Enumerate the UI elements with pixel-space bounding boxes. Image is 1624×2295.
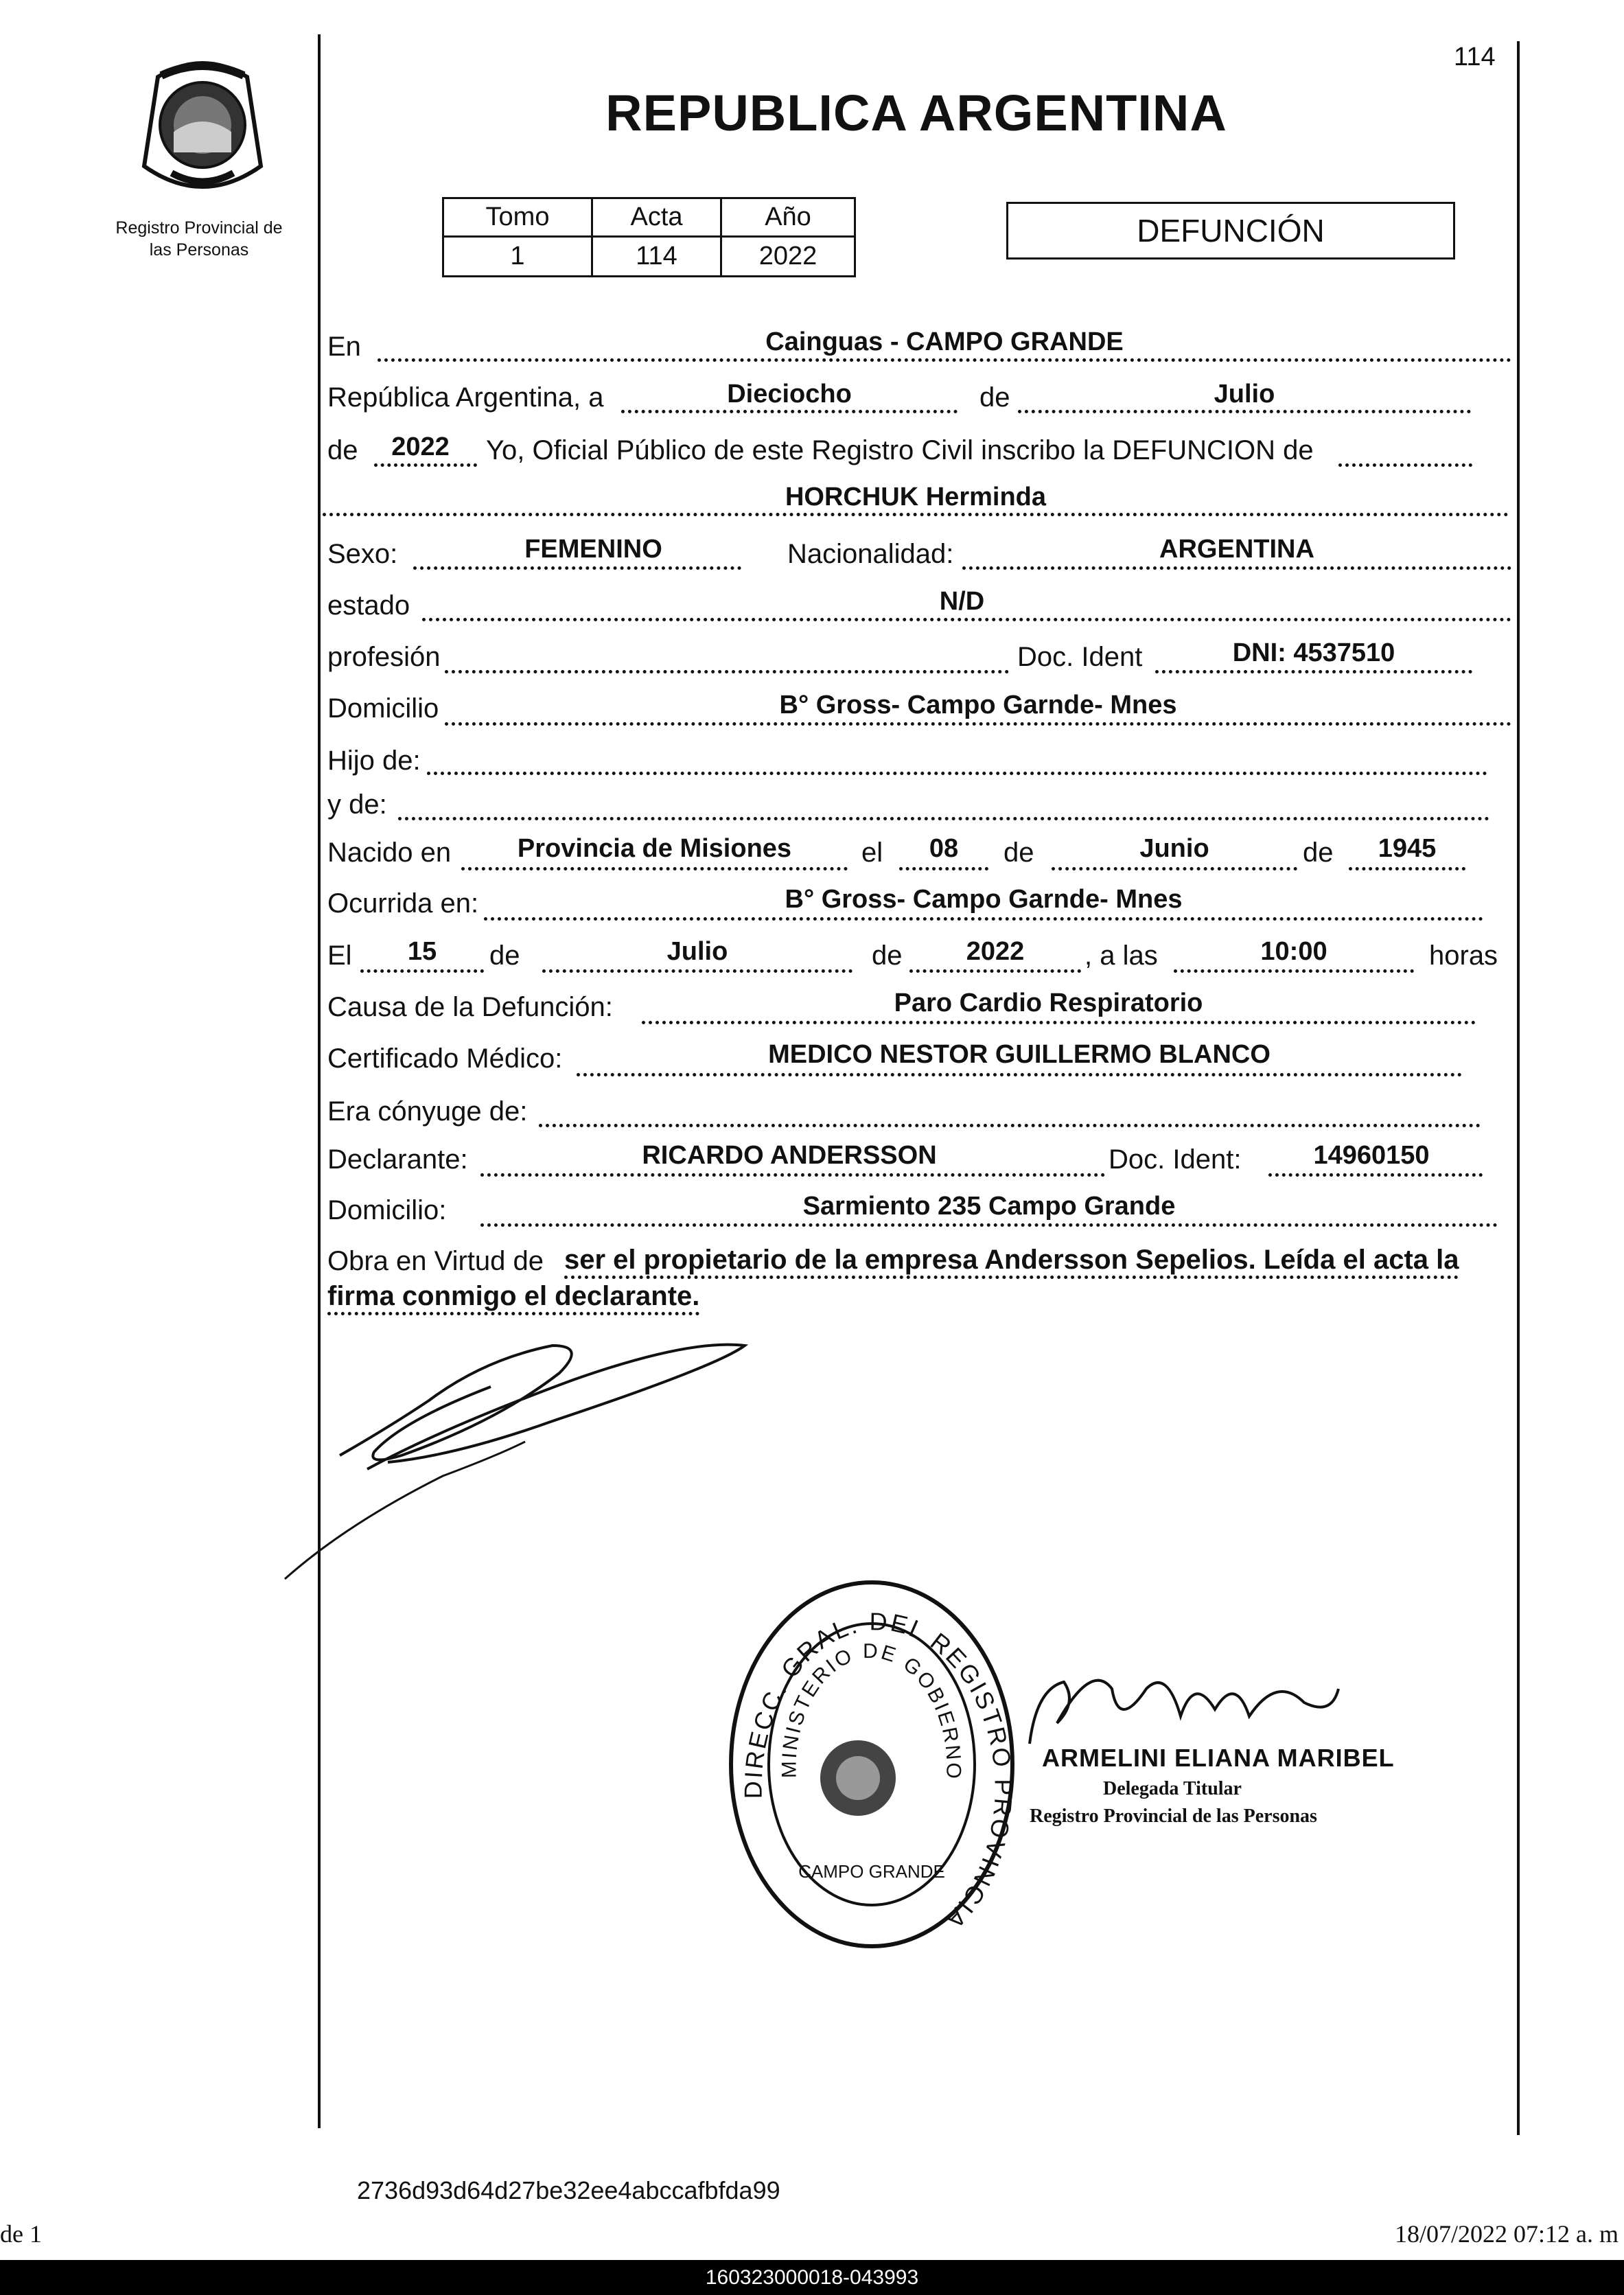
conyuge-label: Era cónyuge de:	[327, 1096, 528, 1127]
page-count: de 1	[0, 2220, 42, 2248]
office-name-line2: las Personas	[149, 240, 249, 260]
causa-value: Paro Cardio Respiratorio	[894, 989, 1203, 1017]
horas-label: horas	[1429, 941, 1498, 971]
hijo-dotline	[427, 772, 1487, 775]
certificado-label: Certificado Médico:	[327, 1043, 563, 1074]
nacionalidad-dotline	[962, 566, 1511, 570]
stamp-inner-text: MINISTERIO DE GOBIERNO	[778, 1639, 965, 1781]
y-de-dotline	[398, 817, 1489, 820]
table-value-ano: 2022	[758, 241, 817, 270]
nacionalidad-label: Nacionalidad:	[787, 539, 954, 569]
causa-label: Causa de la Defunción:	[327, 992, 613, 1022]
birth-year-dotline	[1349, 867, 1465, 870]
de-label-3: de	[1004, 838, 1034, 868]
declarante-dotline	[480, 1173, 1105, 1177]
office-name-line1: Registro Provincial de	[115, 218, 283, 238]
obra-text-2: firma conmigo el declarante.	[327, 1281, 699, 1315]
sexo-dotline	[413, 566, 741, 570]
de-label: de	[979, 382, 1010, 413]
domicilio-label: Domicilio	[327, 693, 439, 724]
birth-day: 08	[929, 834, 959, 863]
declarant-signature	[264, 1318, 786, 1593]
death-month-dotline	[542, 969, 852, 973]
birth-month-dotline	[1052, 867, 1297, 870]
de-label-4: de	[1303, 838, 1334, 868]
year-dotline	[374, 463, 477, 467]
table-header-ano: Año	[722, 199, 854, 238]
en-dotline	[378, 358, 1511, 362]
conyuge-dotline	[539, 1124, 1481, 1127]
republica-label: República Argentina, a	[327, 382, 604, 413]
death-year-dotline	[909, 969, 1081, 973]
estado-label: estado	[327, 590, 410, 621]
official-stamp	[721, 1572, 1023, 1957]
certificado-value: MEDICO NESTOR GUILLERMO BLANCO	[768, 1040, 1271, 1069]
obra-text-1: ser el propietario de la empresa Andersson Sepelios. Leída el acta la	[564, 1245, 1459, 1279]
barcode-bar	[0, 2260, 1624, 2295]
name-dotline	[323, 513, 1509, 516]
birth-year: 1945	[1378, 834, 1437, 863]
deceased-name: HORCHUK Herminda	[785, 483, 1047, 511]
nacido-label: Nacido en	[327, 838, 452, 868]
ocurrida-value: B° Gross- Campo Garnde- Mnes	[785, 885, 1183, 914]
table-value-acta: 114	[593, 238, 722, 276]
death-day: 15	[407, 937, 437, 966]
en-value: Cainguas - CAMPO GRANDE	[765, 327, 1124, 356]
a-las-label: , a las	[1084, 941, 1158, 971]
hijo-label: Hijo de:	[327, 746, 421, 776]
office-name	[82, 217, 316, 261]
day-dotline	[621, 410, 958, 413]
death-month: Julio	[666, 937, 728, 966]
record-table	[442, 197, 856, 277]
page-title: REPUBLICA ARGENTINA	[605, 84, 1227, 141]
left-margin-line	[318, 34, 321, 2128]
declarante-value: RICARDO ANDERSSON	[642, 1141, 937, 1170]
domicilio-label-2: Domicilio:	[327, 1195, 447, 1225]
profesion-dotline	[445, 670, 1009, 673]
birth-day-dotline	[899, 867, 988, 870]
declarante-domicilio: Sarmiento 235 Campo Grande	[802, 1192, 1176, 1221]
death-day-dotline	[360, 969, 484, 973]
doc-ident-value: DNI: 4537510	[1232, 638, 1395, 667]
sexo-label: Sexo:	[327, 539, 398, 569]
print-timestamp: 18/07/2022 07:12 a. m	[1395, 2220, 1619, 2248]
death-year: 2022	[966, 937, 1025, 966]
death-time-dotline	[1174, 969, 1414, 973]
obra-label: Obra en Virtud de	[327, 1246, 544, 1276]
declarante-domicilio-dotline	[480, 1223, 1498, 1227]
declarante-doc-dotline	[1268, 1173, 1483, 1177]
causa-dotline	[642, 1021, 1476, 1024]
certificado-dotline	[577, 1073, 1462, 1076]
nacionalidad-value: ARGENTINA	[1159, 535, 1314, 564]
ocurrida-dotline	[484, 917, 1483, 921]
month-value: Julio	[1214, 380, 1275, 408]
official-office: Registro Provincial de las Personas	[1030, 1806, 1317, 1827]
el-label-2: El	[327, 941, 352, 971]
table-header-tomo: Tomo	[444, 199, 593, 238]
stamp-outer-text: DIRECC. GRAL. DEL REGISTRO PROVINCIA	[739, 1607, 1018, 1936]
month-dotline	[1018, 410, 1471, 413]
day-value: Dieciocho	[727, 380, 852, 408]
oficial-dotline	[1338, 463, 1472, 467]
sexo-value: FEMENINO	[524, 535, 662, 564]
nacido-value: Provincia de Misiones	[517, 834, 792, 863]
page-number: 114	[1454, 43, 1496, 71]
official-role: Delegada Titular	[1103, 1778, 1242, 1799]
de-label-6: de	[872, 941, 903, 971]
record-type-box: DEFUNCIÓN	[1006, 202, 1455, 260]
table-value-tomo: 1	[444, 238, 593, 276]
de-label-5: de	[489, 941, 520, 971]
de-label-2: de	[327, 435, 358, 465]
right-margin-line	[1517, 41, 1520, 2135]
nacido-dotline	[461, 867, 848, 870]
barcode-text: 160323000018-043993	[705, 2265, 919, 2289]
doc-ident-label-2: Doc. Ident:	[1109, 1144, 1242, 1175]
declarante-doc: 14960150	[1313, 1141, 1430, 1170]
el-label: el	[861, 838, 883, 868]
stamp-bottom-text: CAMPO GRANDE	[798, 1861, 945, 1882]
doc-ident-dotline	[1155, 670, 1472, 673]
oficial-text: Yo, Oficial Público de este Registro Civil inscribo la DEFUNCION de	[486, 435, 1314, 465]
year-value: 2022	[391, 433, 450, 461]
table-header-acta: Acta	[593, 199, 722, 238]
en-label: En	[327, 332, 361, 362]
estado-value: N/D	[939, 587, 985, 616]
y-de-label: y de:	[327, 789, 387, 820]
birth-month: Junio	[1139, 834, 1209, 863]
declarante-label: Declarante:	[327, 1144, 468, 1175]
official-name: ARMELINI ELIANA MARIBEL	[1042, 1744, 1395, 1772]
domicilio-dotline	[445, 722, 1511, 726]
document-hash: 2736d93d64d27be32ee4abccafbfda99	[357, 2176, 780, 2204]
estado-dotline	[422, 618, 1511, 621]
domicilio-value: B° Gross- Campo Garnde- Mnes	[779, 691, 1177, 719]
ocurrida-label: Ocurrida en:	[327, 888, 479, 919]
death-time: 10:00	[1260, 937, 1327, 966]
doc-ident-label: Doc. Ident	[1017, 642, 1143, 672]
profesion-label: profesión	[327, 642, 441, 672]
